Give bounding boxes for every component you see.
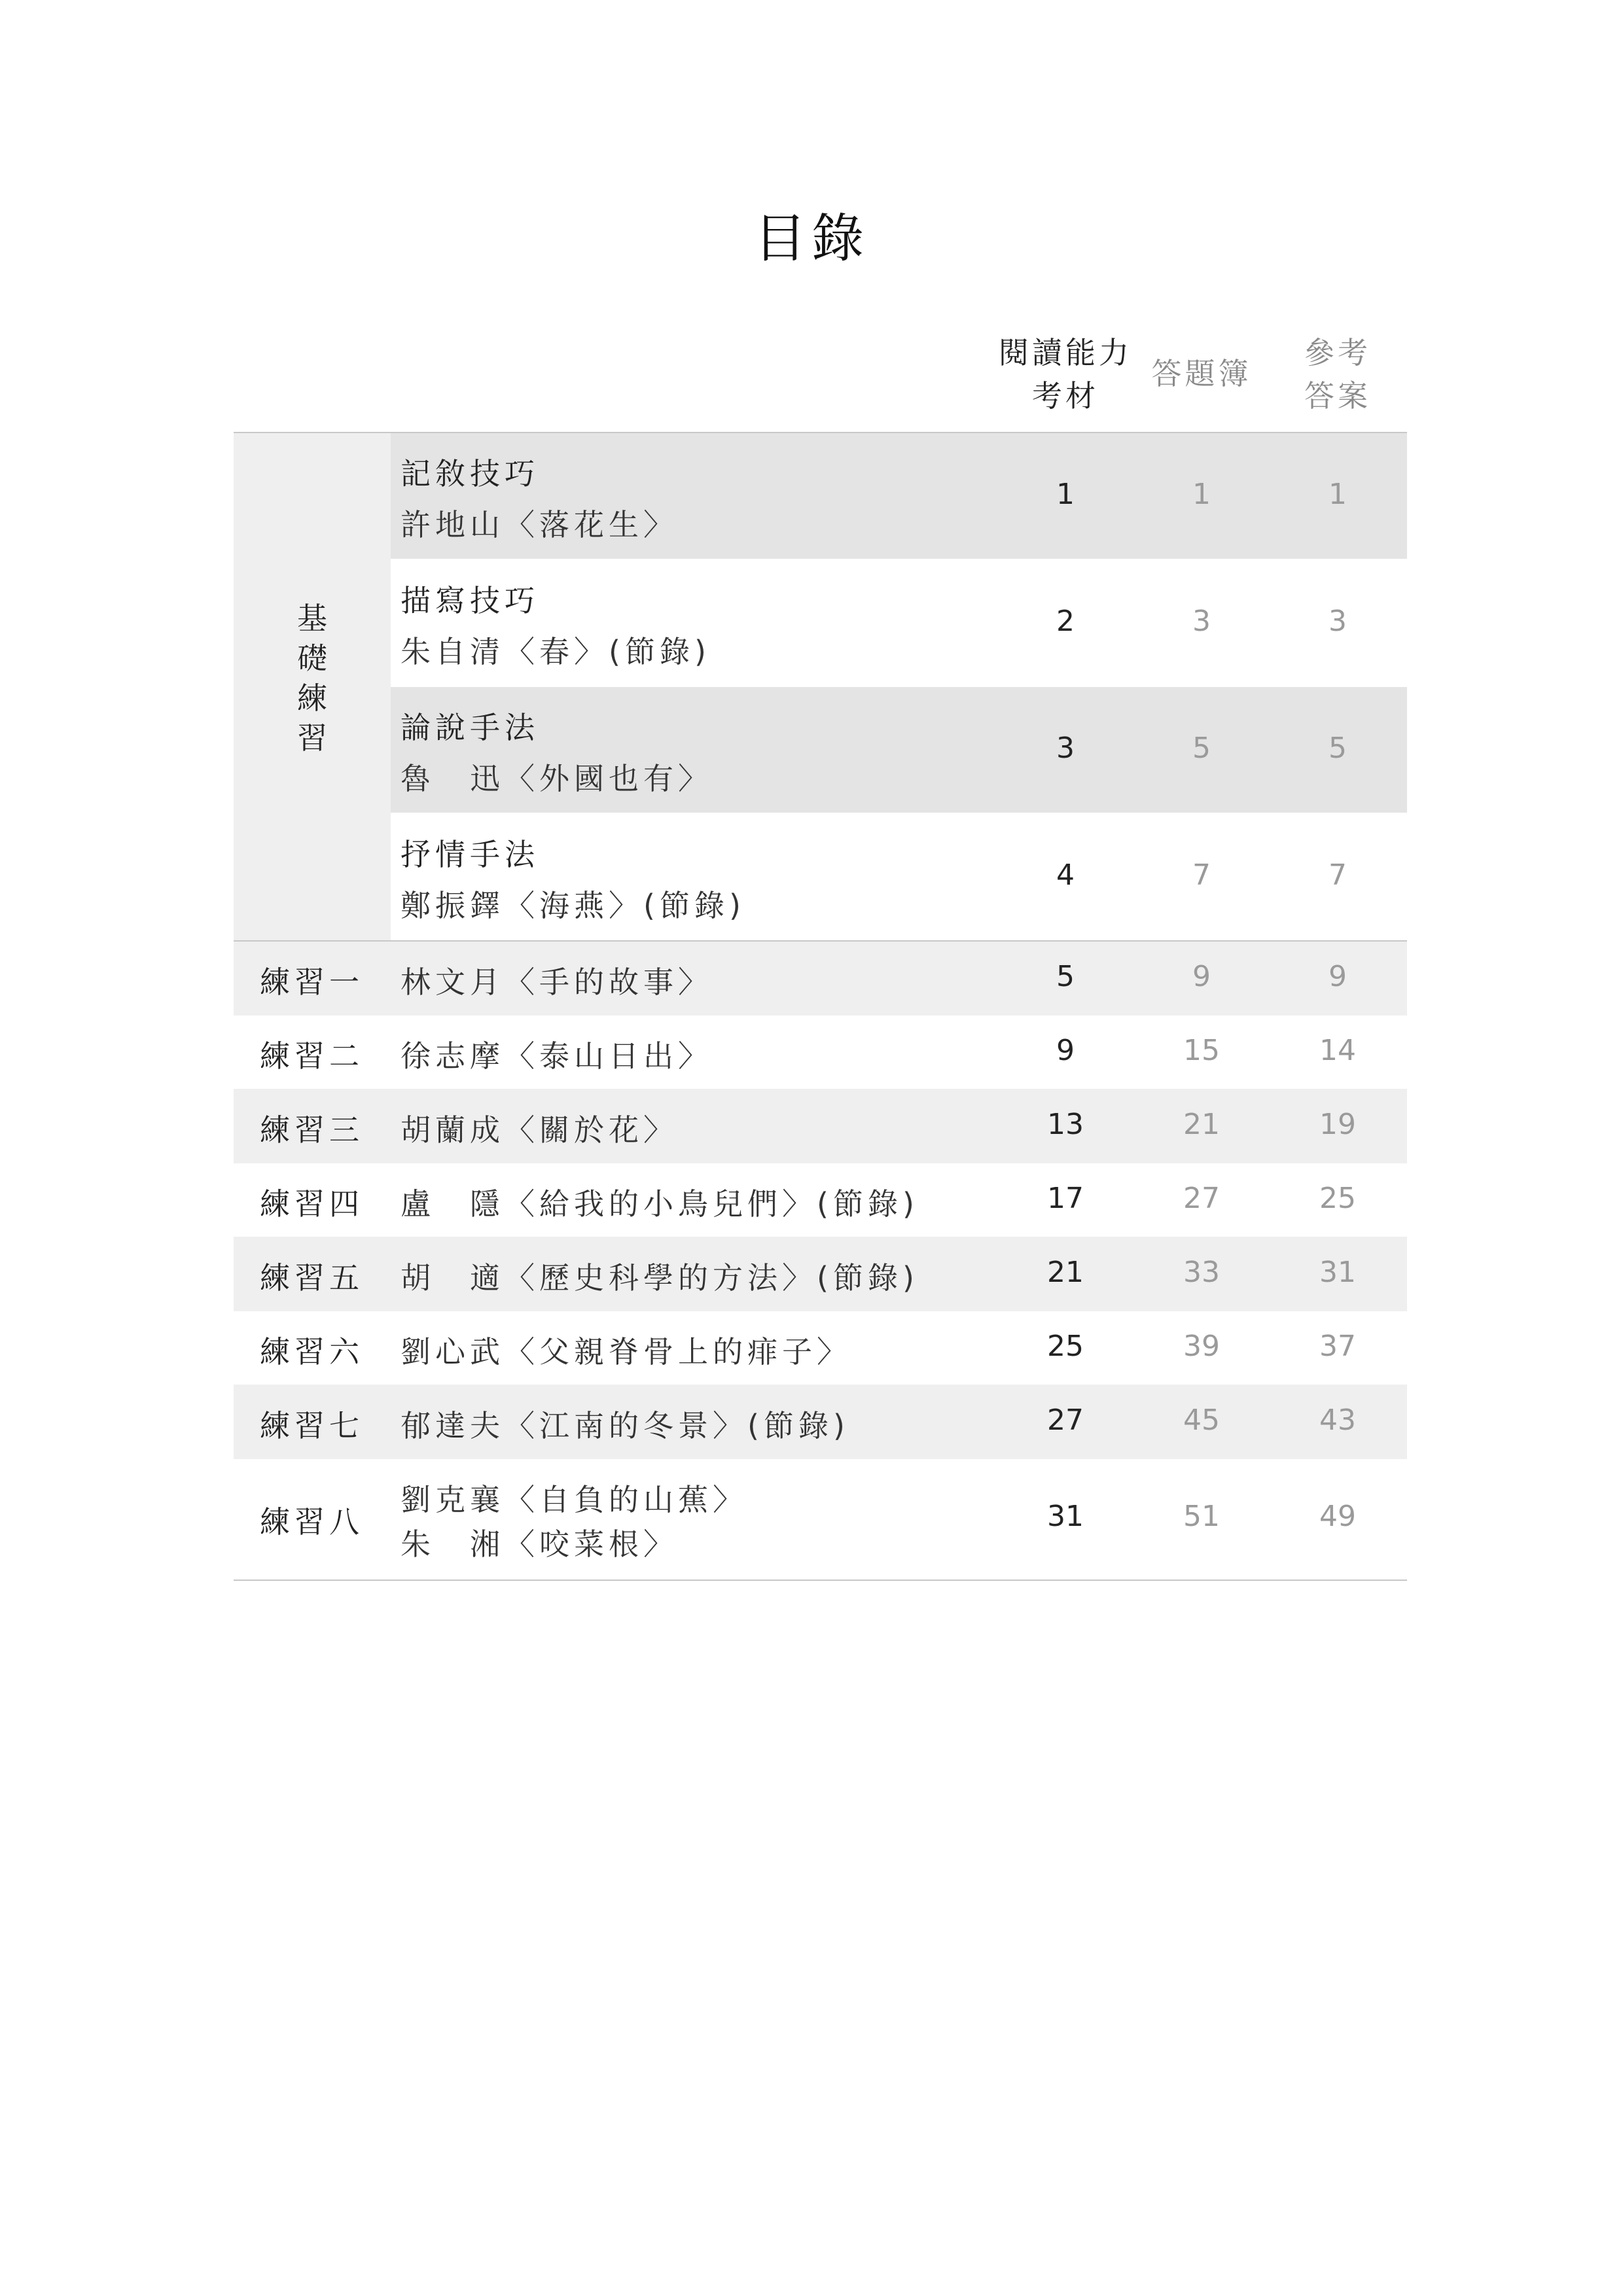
page-material: 5: [1056, 960, 1075, 993]
page-reference-answer: 7: [1329, 858, 1347, 892]
page-answer-book: 33: [1183, 1256, 1220, 1289]
page-material: 13: [1047, 1108, 1084, 1141]
work-title-second: 朱 湘〈咬菜根〉: [401, 1527, 678, 1562]
topic-title: 抒情手法: [401, 837, 539, 872]
topic-title: 論說手法: [401, 710, 539, 745]
work-title: 許地山〈落花生〉: [401, 507, 678, 542]
page-reference-answer: 9: [1329, 960, 1347, 993]
page-reference-answer: 43: [1319, 1404, 1356, 1437]
page-answer-book: 5: [1192, 732, 1211, 765]
page-reference-answer: 1: [1329, 478, 1347, 511]
page-material: 1: [1056, 478, 1075, 511]
page-material: 27: [1047, 1404, 1084, 1437]
header-reference-answer: 參考 答案: [1304, 335, 1371, 414]
exercise-label: 練習三: [260, 1112, 364, 1148]
page-material: 31: [1047, 1500, 1084, 1533]
page-answer-book: 27: [1183, 1182, 1220, 1215]
header-material: 閱讀能力 考材: [999, 335, 1132, 414]
page-material: 4: [1056, 858, 1075, 892]
page-reference-answer: 31: [1319, 1256, 1356, 1289]
page-answer-book: 3: [1192, 605, 1211, 638]
work-title: 胡 適〈歷史科學的方法〉(節錄): [401, 1260, 919, 1296]
exercise-label: 練習五: [260, 1260, 364, 1296]
page-answer-book: 45: [1183, 1404, 1220, 1437]
work-title: 胡蘭成〈關於花〉: [401, 1112, 678, 1148]
page-reference-answer: 14: [1319, 1034, 1356, 1067]
exercise-label: 練習六: [260, 1334, 364, 1369]
exercise-label: 練習四: [260, 1186, 364, 1222]
page-answer-book: 7: [1192, 858, 1211, 892]
page-reference-answer: 5: [1329, 732, 1347, 765]
page-answer-book: 9: [1192, 960, 1211, 993]
work-title: 朱自清〈春〉(節錄): [401, 634, 711, 669]
page-answer-book: 39: [1183, 1330, 1220, 1363]
work-title: 林文月〈手的故事〉: [401, 964, 713, 1000]
header-rule: [234, 432, 1407, 433]
exercise-label: 練習一: [260, 964, 364, 1000]
page-reference-answer: 25: [1319, 1182, 1356, 1215]
work-title: 鄭振鐸〈海燕〉(節錄): [401, 888, 745, 923]
exercise-label: 練習八: [260, 1504, 364, 1540]
work-title: 徐志摩〈泰山日出〉: [401, 1038, 713, 1074]
page-title: 目錄: [754, 208, 869, 269]
page-reference-answer: 3: [1329, 605, 1347, 638]
page-material: 17: [1047, 1182, 1084, 1215]
exercise-label: 練習七: [260, 1408, 364, 1443]
page-reference-answer: 19: [1319, 1108, 1356, 1141]
bottom-rule: [234, 1580, 1407, 1581]
work-title: 盧 隱〈給我的小鳥兒們〉(節錄): [401, 1186, 919, 1222]
header-answer-book: 答題簿: [1151, 356, 1252, 391]
topic-title: 描寫技巧: [401, 583, 539, 618]
page-answer-book: 1: [1192, 478, 1211, 511]
page-material: 25: [1047, 1330, 1084, 1363]
page-material: 9: [1056, 1034, 1075, 1067]
section-rule: [234, 940, 1407, 942]
work-title: 劉克襄〈自負的山蕉〉: [401, 1482, 747, 1517]
page-reference-answer: 37: [1319, 1330, 1356, 1363]
page-reference-answer: 49: [1319, 1500, 1356, 1533]
page-material: 2: [1056, 605, 1075, 638]
page-answer-book: 15: [1183, 1034, 1220, 1067]
work-title: 劉心武〈父親脊骨上的痱子〉: [401, 1334, 851, 1369]
topic-title: 記敘技巧: [401, 456, 539, 491]
basic-practice-label: 基礎練習: [297, 601, 327, 756]
exercise-label: 練習二: [260, 1038, 364, 1074]
work-title: 郁達夫〈江南的冬景〉(節錄): [401, 1408, 849, 1443]
page-material: 3: [1056, 732, 1075, 765]
work-title: 魯 迅〈外國也有〉: [401, 761, 713, 796]
page-material: 21: [1047, 1256, 1084, 1289]
page-answer-book: 21: [1183, 1108, 1220, 1141]
page-answer-book: 51: [1183, 1500, 1220, 1533]
